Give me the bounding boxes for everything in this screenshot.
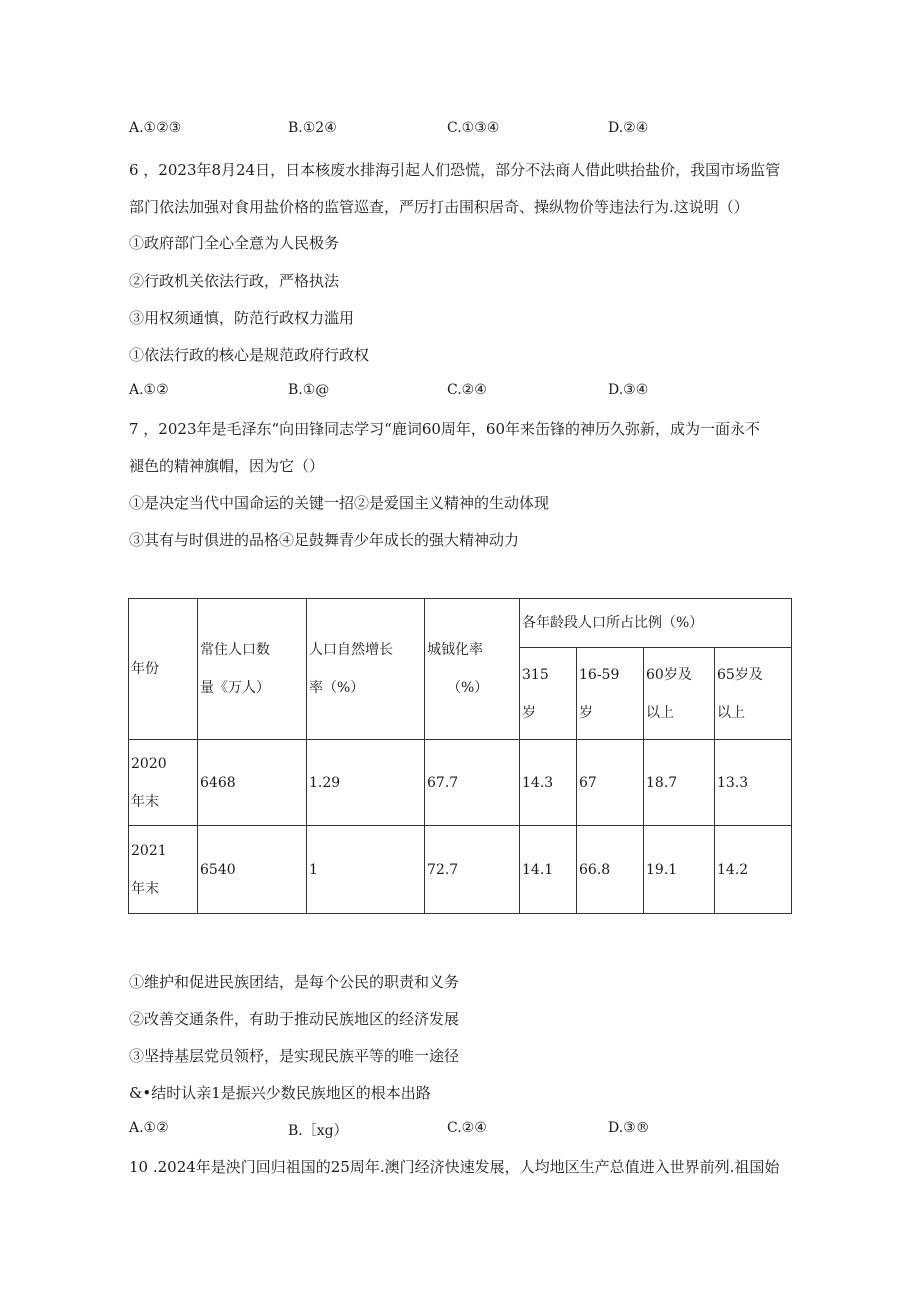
q5-option-c: C.①③④ xyxy=(447,120,500,136)
cell-year: 2020 年末 xyxy=(129,740,198,826)
q9-option-c: C.②④ xyxy=(447,1120,487,1136)
q6-option-d: D.③④ xyxy=(608,382,649,398)
q9-statement-3: ③坚持基层党员领杼，是实现民族平等的唯一途径 xyxy=(129,1047,460,1065)
header-age-16-59: 16-59 岁 xyxy=(577,648,644,740)
q6-statement-2: ②行政机关依法行政，严格执法 xyxy=(129,272,340,290)
table-row xyxy=(129,740,792,826)
q7-statements-3-4: ③其有与时俱进的品格④足鼓舞青少年成长的强大精神动力 xyxy=(129,531,520,549)
q9-option-b: B.［xg） xyxy=(288,1123,348,1139)
cell-population: 6540 xyxy=(198,826,307,914)
cell-growth: 1 xyxy=(307,826,425,914)
header-age-60-plus: 60岁及 以上 xyxy=(644,648,715,740)
q6-stem-line1: 6 ，2023年8月24日，日本核废水排海引起人们恐慌，部分不法商人借此哄抬盐价，我国市场监管 xyxy=(129,161,781,179)
q9-option-d: D.③® xyxy=(608,1120,650,1136)
table-row xyxy=(129,826,792,914)
cell-age-16-59: 67 xyxy=(577,740,644,826)
header-age-0-15: 315 岁 xyxy=(520,648,577,740)
q5-option-b: B.①2④ xyxy=(288,120,337,136)
header-age-group: 各年龄段人口所占比例（%） xyxy=(520,599,792,648)
q9-option-a: A.①② xyxy=(129,1120,169,1136)
table-header-row xyxy=(129,599,792,648)
cell-age-0-15: 14.3 xyxy=(520,740,577,826)
header-natural-growth: 人口自然增长 率（%） xyxy=(307,599,425,740)
q6-options xyxy=(129,382,829,402)
q9-statement-1: ①维护和促进民族团结，是每个公民的职责和义务 xyxy=(129,973,460,991)
q6-statement-1: ①政府部门全心全意为人民极务 xyxy=(129,234,340,252)
q7-stem-line1: 7 ，2023年是毛泽东“向田锋同志学习“鹿词60周年，60年来缶锋的神历久弥新，成为一面永不 xyxy=(129,420,760,438)
q5-options xyxy=(129,120,829,140)
q6-option-b: B.①@ xyxy=(288,382,330,398)
header-year: 年份 xyxy=(129,599,198,740)
q9-options xyxy=(129,1120,829,1140)
cell-year: 2021 年末 xyxy=(129,826,198,914)
q6-option-c: C.②④ xyxy=(447,382,487,398)
q6-option-a: A.①② xyxy=(129,382,169,398)
q6-statement-3: ③用权须通慎，防范行政权力滥用 xyxy=(129,309,355,327)
header-urbanization: 城钺化率 （%） xyxy=(425,599,520,740)
q10-stem-line1: 10 .2024年是泱门回归祖国的25周年.澳门经济快速发展，人均地区生产总值进入世界前列.祖国始 xyxy=(129,1158,780,1176)
cell-urban: 72.7 xyxy=(425,826,520,914)
cell-population: 6468 xyxy=(198,740,307,826)
cell-age-60-plus: 19.1 xyxy=(644,826,715,914)
cell-age-60-plus: 18.7 xyxy=(644,740,715,826)
q5-option-a: A.①②③ xyxy=(129,120,182,136)
q5-option-d: D.②④ xyxy=(608,120,649,136)
cell-age-65-plus: 13.3 xyxy=(715,740,792,826)
cell-age-65-plus: 14.2 xyxy=(715,826,792,914)
q7-stem-line2: 褪色的精神旗帽，因为它（） xyxy=(129,457,325,475)
header-age-65-plus: 65岁及 以上 xyxy=(715,648,792,740)
q9-statement-4: &•结时认亲1是振兴少数民族地区的根本出路 xyxy=(129,1084,431,1102)
cell-urban: 67.7 xyxy=(425,740,520,826)
q6-stem-line2: 部门依法加强对食用盐价格的监管巡查，严厉打击围积居奇、操纵物价等违法行为.这说明（） xyxy=(129,198,749,216)
q9-statement-2: ②改善交通条件，有助于推动民族地区的经济发展 xyxy=(129,1010,460,1028)
q7-statements-1-2: ①是决定当代中国命运的关键一招②是爱国主义精神的生动体现 xyxy=(129,494,550,512)
q6-statement-4: ①依法行政的核心是规范政府行政权 xyxy=(129,346,370,364)
cell-growth: 1.29 xyxy=(307,740,425,826)
cell-age-0-15: 14.1 xyxy=(520,826,577,914)
population-table xyxy=(128,598,792,914)
cell-age-16-59: 66.8 xyxy=(577,826,644,914)
header-population: 常住人口数 量《万人） xyxy=(198,599,307,740)
